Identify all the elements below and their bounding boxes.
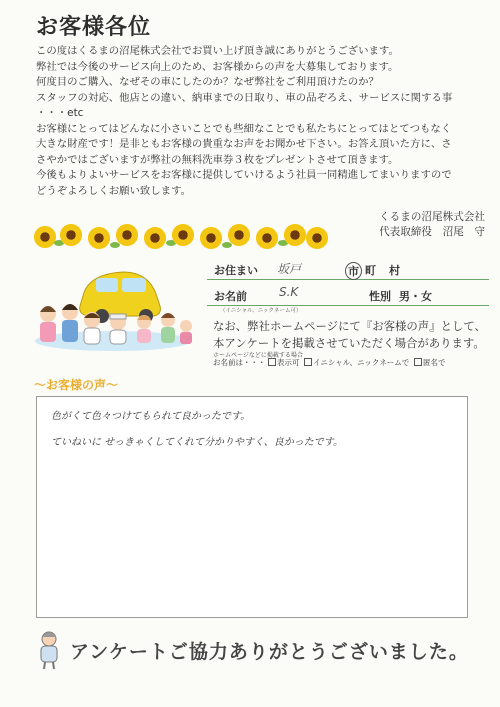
company-rep: 代表取締役 沼尾 守 <box>379 226 485 238</box>
checkbox-anon[interactable] <box>414 358 422 366</box>
options-label: お名前は・・・ <box>213 358 266 367</box>
comment-line: 色がくて色々つけてもられて良かったです。 <box>51 411 251 422</box>
intro-line: お客様にとってはどんなに小さいことでも些細なことでも私たちにとってはとてつもなく <box>36 122 452 135</box>
comment-line: ていねいに せっきゃくしてくれて分かりやすく、良かったです。 <box>51 437 343 448</box>
address-row <box>207 257 489 280</box>
page-title: お客様各位 <box>36 15 152 40</box>
sunflower-icon <box>144 227 166 249</box>
intro-line: 大きな財産です！是非ともお客様の貴重なお声をお聞かせ下さい。お答え頂いた方に、さ <box>36 138 452 150</box>
intro-text <box>36 44 488 199</box>
staff-illustration <box>28 256 198 356</box>
intro-line: この度はくるまの沼尾株式会社でお買い上げ頂き誠にありがとうございます。 <box>36 45 399 57</box>
checkbox-initial[interactable] <box>304 358 312 366</box>
company-name: くるまの沼尾株式会社 <box>379 211 485 223</box>
intro-line: さやかではございますが弊社の無料洗車券３枚をプレゼントさせて頂きます。 <box>36 153 399 166</box>
notice-text <box>213 318 500 352</box>
name-label: お名前 <box>214 290 247 303</box>
sunflower-icon <box>172 224 194 246</box>
sunflower-icon <box>116 224 138 246</box>
sunflower-icon <box>284 224 306 246</box>
notice-line: なお、弊社ホームページにて『お客様の声』として、 <box>213 319 486 333</box>
name-row <box>207 283 489 306</box>
intro-line: どうぞよろしくお願い致します。 <box>36 184 192 197</box>
sunflower-border <box>30 222 330 252</box>
gender-label: 性別 <box>369 290 391 303</box>
address-value[interactable]: 坂戸 <box>277 262 302 276</box>
address-town: 町 <box>365 264 376 277</box>
intro-line: 今後もよりよいサービスをお客様に提供していけるよう社員一同精進してまいりますので <box>36 169 452 181</box>
option-show-label: 表示可 <box>276 358 300 367</box>
name-hint: （イニシャル、ニックネーム可） <box>220 308 302 314</box>
intro-line: ・・・etc <box>36 107 84 119</box>
sunflower-icon <box>256 227 278 249</box>
voice-comment-box[interactable] <box>36 396 468 618</box>
voice-title: ～お客様の声～ <box>34 378 119 392</box>
intro-line: 何度目のご購入、なぜその車にしたのか？なぜ弊社をご利用頂けたのか？ <box>36 76 379 88</box>
name-display-options <box>213 357 446 368</box>
intro-line: スタッフの対応、他店との違い、納車までの日取り、車の品ぞろえ、サービスに関する事 <box>36 91 453 104</box>
sunflower-icon <box>200 227 222 249</box>
sunflower-icon <box>228 224 250 246</box>
sunflower-icon <box>306 227 328 249</box>
intro-line: 弊社では今後のサービス向上のため、お客様からの声を大募集しております。 <box>36 60 399 73</box>
notice-sub: ホームページなどに掲載する場合 <box>213 352 303 359</box>
thanks-message: アンケートご協力ありがとうございました。 <box>70 641 469 663</box>
option-anon-label: 匿名で <box>423 358 446 367</box>
name-value[interactable]: S.K <box>279 285 299 299</box>
sunflower-icon <box>60 224 82 246</box>
company-signature <box>345 210 485 240</box>
staff-icon <box>34 630 64 670</box>
address-city[interactable]: 市 <box>345 262 362 280</box>
sunflower-icon <box>88 227 110 249</box>
checkbox-show[interactable] <box>268 358 276 366</box>
address-village: 村 <box>389 264 400 277</box>
option-initial-label: イニシャル、ニックネームで <box>313 358 410 367</box>
gender-value[interactable]: 男・女 <box>399 290 432 303</box>
sunflower-icon <box>34 226 56 248</box>
address-label: お住まい <box>214 264 258 277</box>
notice-line: 本アンケートを掲載させていただく場合があります。 <box>213 336 485 350</box>
